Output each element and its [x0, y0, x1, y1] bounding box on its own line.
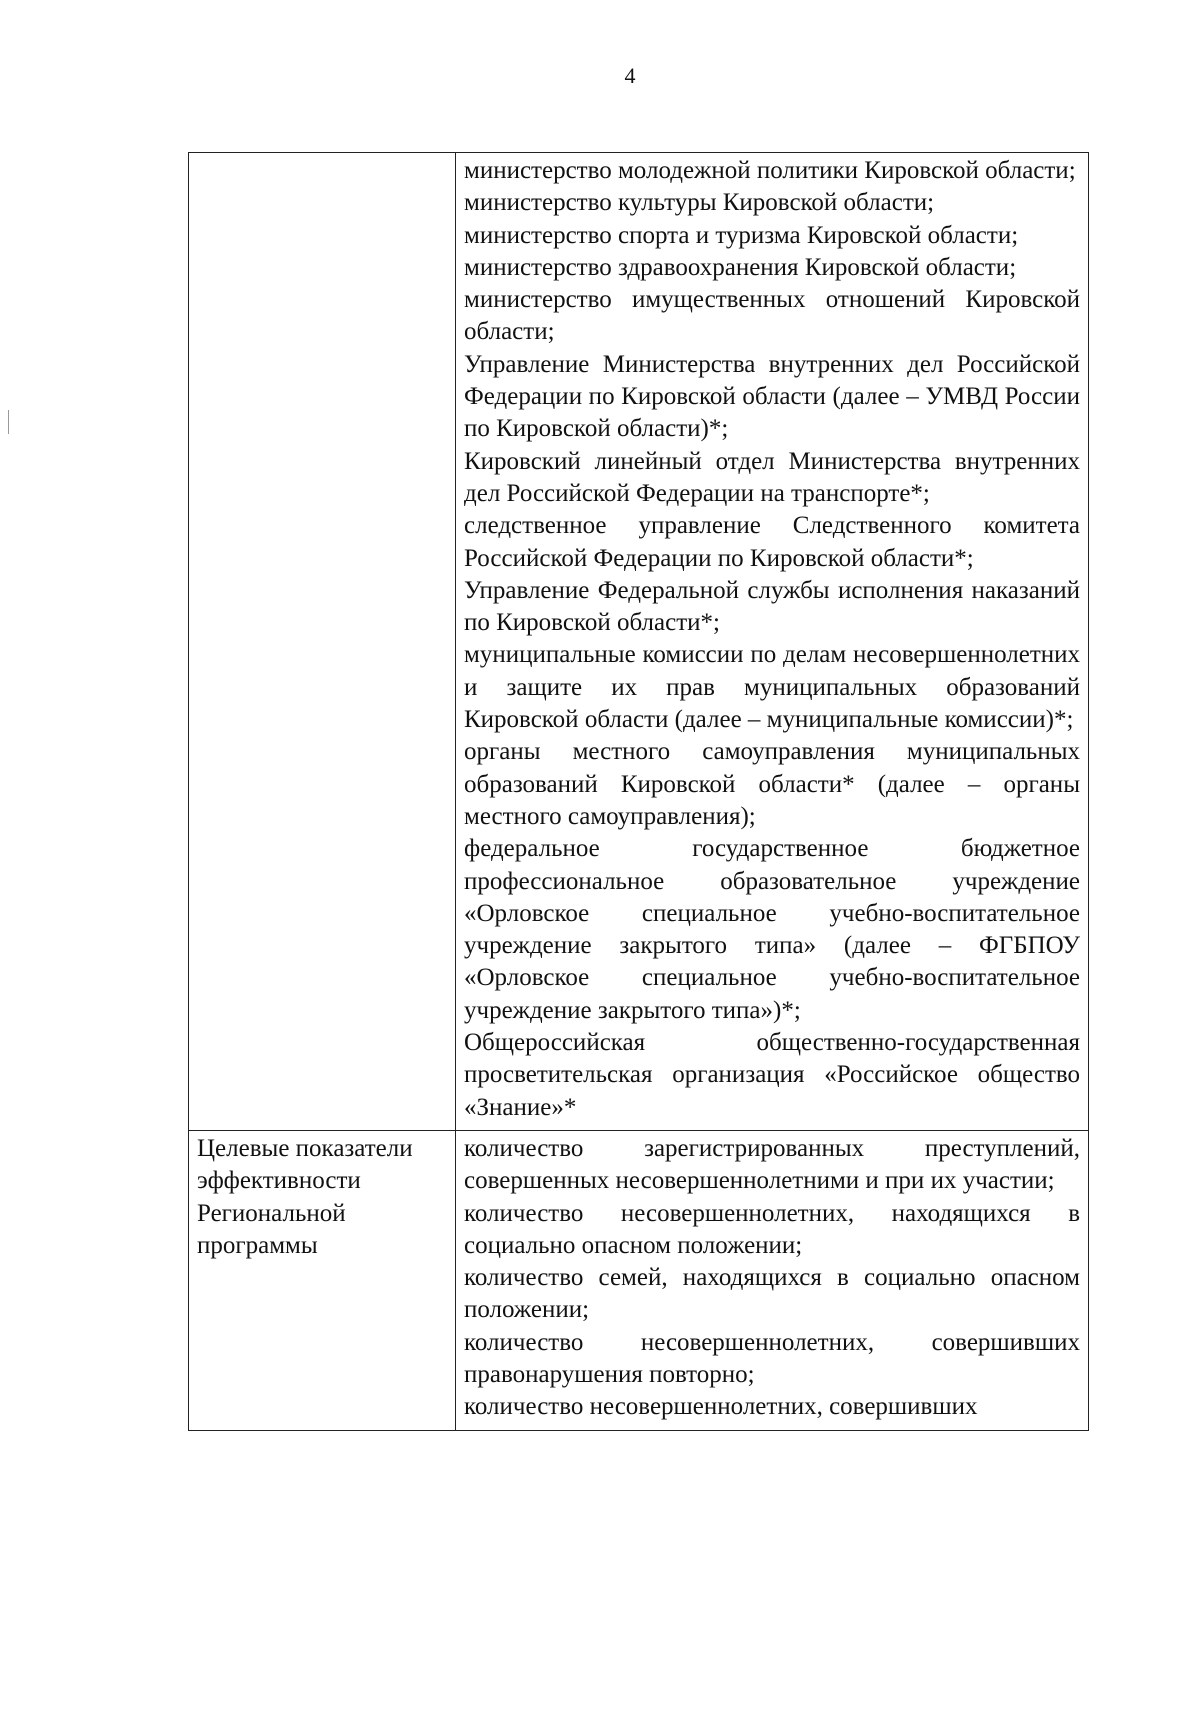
row-label-line: Целевые показатели — [197, 1134, 413, 1162]
list-item: количество зарегистрированных преступлений, совершенных несовершеннолетними и при их участии; — [464, 1134, 1080, 1195]
list-item: Кировский линейный отдел Министерства внутренних дел Российской Федерации на транспорте*; — [464, 447, 1080, 507]
list-item: количество несовершеннолетних, совершивших правонарушения повторно; — [464, 1328, 1080, 1388]
list-item: органы местного самоуправления муниципальных образований Кировской области* (далее – органы местного самоуправления); — [464, 738, 1080, 830]
list-item: министерство культуры Кировской области; — [464, 189, 935, 217]
list-item: Общероссийская общественно-государственная просветительская организация «Российское общество «Знание»* — [464, 1029, 1080, 1121]
row-label-line: программы — [197, 1231, 318, 1259]
row-label-line: Региональной — [197, 1199, 346, 1227]
list-item: министерство спорта и туризма Кировской области; — [464, 221, 1019, 249]
indicators-label-cell — [189, 1130, 456, 1430]
responsible-bodies-cell — [456, 153, 1089, 1131]
list-item: Управление Федеральной службы исполнения наказаний по Кировской области*; — [464, 576, 1080, 637]
page-number: 4 — [624, 63, 636, 88]
list-item: Управление Министерства внутренних дел Российской Федерации по Кировской области (далее – УМВД России по Кировской области)*; — [464, 350, 1080, 443]
list-item: количество семей, находящихся в социально опасном положении; — [464, 1264, 1080, 1324]
list-item: министерство имущественных отношений Кировской области; — [464, 286, 1080, 346]
list-item: федеральное государственное бюджетное профессиональное образовательное учреждение «Орловское специальное учебно-воспитательное учреждение закрытого типа» (далее – ФГБПОУ «Орловское специальное учебно-воспитательное учреждение закрытого типа»)*; — [464, 835, 1080, 1024]
scan-mark — [8, 410, 9, 434]
program-passport-table — [188, 152, 1089, 1431]
indicators-list-cell — [456, 1130, 1089, 1430]
list-item: муниципальные комиссии по делам несовершеннолетних и защите их прав муниципальных образований Кировской области (далее – муниципальные комиссии)*; — [464, 641, 1080, 734]
row-label-line: эффективности — [197, 1167, 361, 1195]
list-item: количество несовершеннолетних, находящихся в социально опасном положении; — [464, 1199, 1080, 1259]
table-cell-left-empty — [189, 153, 456, 1131]
list-item: количество несовершеннолетних, совершивших — [464, 1393, 978, 1421]
table-row — [189, 153, 1089, 1131]
list-item: министерство здравоохранения Кировской области; — [464, 253, 1017, 281]
table-row — [189, 1130, 1089, 1430]
list-item: следственное управление Следственного комитета Российской Федерации по Кировской области*; — [464, 512, 1080, 572]
list-item: министерство молодежной политики Кировской области; — [464, 157, 1076, 184]
